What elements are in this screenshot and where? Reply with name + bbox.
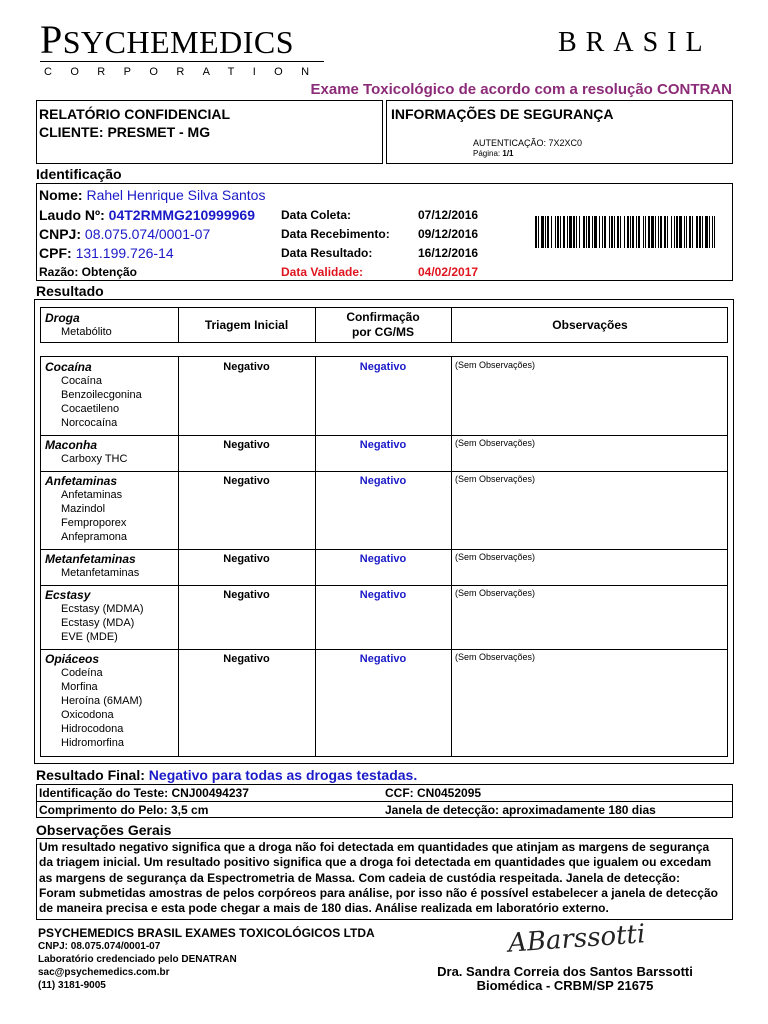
date-value-result: 16/12/2016 xyxy=(418,246,479,260)
obs-line: Foram submetidas amostras de pelos corpóreos para análise, por isso não é possível estabelecer a janela de detecção xyxy=(39,885,718,900)
report-box xyxy=(36,100,383,164)
barcode-bar xyxy=(551,216,552,248)
header-observations: Observações xyxy=(552,318,628,332)
confirmation-result: Negativo xyxy=(359,589,407,601)
barcode-bar xyxy=(696,216,698,248)
metabolite-name: Heroína (6MAM) xyxy=(61,695,143,707)
barcode-bar xyxy=(660,216,662,248)
confirmation-result: Negativo xyxy=(359,361,407,373)
metabolite-name: Anfepramona xyxy=(61,531,128,543)
barcode-bar xyxy=(712,216,713,248)
detection-window: Janela de detecção: aproximadamente 180 dias xyxy=(385,803,656,817)
barcode-bar xyxy=(645,216,646,248)
barcode-bar xyxy=(658,216,659,248)
drug-name: Metanfetaminas xyxy=(45,552,136,566)
metabolite-name: Hidromorfina xyxy=(61,737,124,749)
observation-text: (Sem Observações) xyxy=(455,360,536,370)
barcode-bar xyxy=(611,216,613,248)
result-row xyxy=(41,471,727,549)
barcode-bar xyxy=(638,216,640,248)
document-subtitle: Exame Toxicológico de acordo com a resolução CONTRAN xyxy=(310,81,732,98)
header-metabolite: Metabólito xyxy=(61,326,112,338)
metabolite-name: Hidrocodona xyxy=(61,723,124,735)
date-label-collection: Data Coleta: xyxy=(281,208,352,222)
screening-result: Negativo xyxy=(223,553,270,565)
security-box xyxy=(386,100,733,164)
result-row xyxy=(41,585,727,649)
screening-result: Negativo xyxy=(223,653,270,665)
metabolite-name: Morfina xyxy=(61,681,98,693)
barcode-bar xyxy=(664,216,666,248)
page-indicator xyxy=(473,149,514,159)
metabolite-name: Carboxy THC xyxy=(61,453,128,465)
date-label-validity: Data Validade: xyxy=(281,265,364,279)
barcode-bar xyxy=(679,216,682,248)
barcode-bar xyxy=(686,216,687,248)
barcode-bar xyxy=(651,216,654,248)
results-panel xyxy=(34,299,734,764)
date-value-collection: 07/12/2016 xyxy=(418,208,479,222)
observation-text: (Sem Observações) xyxy=(455,552,536,562)
barcode-bar xyxy=(714,216,715,248)
barcode-bar xyxy=(541,216,544,248)
obs-line: da triagem inicial. Um resultado positivo significa que a droga foi detectada em quantidades que igualem ou excedam xyxy=(39,855,712,870)
barcode-bar xyxy=(567,216,568,248)
barcode-bar xyxy=(563,216,565,248)
authentication-code: AUTENTICAÇÃO: 7X2XC0 xyxy=(473,138,583,148)
general-observations-box xyxy=(36,838,733,920)
drug-name: Cocaína xyxy=(45,360,92,374)
barcode-bar xyxy=(573,216,575,248)
barcode-bar xyxy=(545,216,546,248)
footer-lab: Laboratório credenciado pelo DENATRAN xyxy=(38,954,237,965)
observation-text: (Sem Observações) xyxy=(455,588,536,598)
observation-text: (Sem Observações) xyxy=(455,652,536,662)
logo-text: SYCHEMEDICS xyxy=(62,24,295,60)
page-number: 1/1 xyxy=(502,149,514,158)
logo-corporation: CORPORATION xyxy=(44,66,328,78)
final-result-label: Resultado Final: xyxy=(36,767,145,783)
country-label: BRASIL xyxy=(558,27,712,58)
barcode-bar xyxy=(538,216,539,248)
name-label: Nome: xyxy=(39,187,83,203)
obs-line: as margens de segurança da Espectrometria de Massa. Com cadeia de custódia respeitada. Janela de detecção: xyxy=(39,870,680,885)
date-label-result: Data Resultado: xyxy=(281,246,373,260)
barcode-bar xyxy=(617,216,619,248)
laudo-row xyxy=(39,206,255,224)
barcode-bar xyxy=(592,216,593,248)
date-label-received: Data Recebimento: xyxy=(281,227,390,241)
confirmation-result: Negativo xyxy=(359,475,407,487)
cpf-value: 131.199.726-14 xyxy=(75,245,174,261)
barcode-bar xyxy=(624,216,625,248)
header-confirmation xyxy=(315,310,451,340)
confirmation-result: Negativo xyxy=(359,653,407,665)
footer-company: PSYCHEMEDICS BRASIL EXAMES TOXICOLÓGICOS LTDA xyxy=(38,926,375,940)
logo-rule xyxy=(40,61,324,62)
barcode-bar xyxy=(702,216,703,248)
metabolite-name: Benzoilecgonina xyxy=(61,389,142,401)
result-row xyxy=(41,649,727,755)
signature-image: ABarssotti xyxy=(507,919,647,959)
test-info-box xyxy=(36,784,733,818)
signer-title: Biomédica - CRBM/SP 21675 xyxy=(476,978,654,993)
hair-length: Comprimento do Pelo: 3,5 cm xyxy=(39,803,209,817)
signer-name: Dra. Sandra Correia dos Santos Barssotti xyxy=(437,964,693,979)
metabolite-name: Norcocaína xyxy=(61,417,118,429)
barcode-bar xyxy=(709,216,710,248)
cpf-row xyxy=(39,244,174,262)
confirmation-result: Negativo xyxy=(359,439,407,451)
test-id: Identificação do Teste: CNJ00494237 xyxy=(39,786,249,800)
ccf-number: CCF: CN0452095 xyxy=(385,786,482,800)
report-title: RELATÓRIO CONFIDENCIAL xyxy=(39,106,231,122)
barcode-bar xyxy=(555,216,556,248)
barcode-bar xyxy=(569,216,572,248)
date-value-validity: 04/02/2017 xyxy=(418,265,479,279)
observation-text: (Sem Observações) xyxy=(455,438,536,448)
identification-title: Identificação xyxy=(36,166,122,182)
cnpj-label: CNPJ: xyxy=(39,226,82,242)
barcode-bar xyxy=(620,216,621,248)
obs-line: Um resultado negativo significa que a droga não foi detectada em quantidades que atinjam as margens de segurança xyxy=(39,840,710,854)
metabolite-name: Cocaína xyxy=(61,375,102,387)
barcode-bar xyxy=(699,216,701,248)
barcode-bar xyxy=(655,216,656,248)
patient-name: Rahel Henrique Silva Santos xyxy=(86,187,266,203)
barcode-bar xyxy=(676,216,678,248)
result-row xyxy=(41,435,727,471)
barcode-bar xyxy=(609,216,610,248)
results-header xyxy=(40,307,728,343)
barcode-bar xyxy=(684,216,685,248)
client-name: CLIENTE: PRESMET - MG xyxy=(39,124,211,140)
metabolite-name: Ecstasy (MDA) xyxy=(61,617,135,629)
header-confirmation-line2: por CG/MS xyxy=(352,325,414,339)
drug-name: Maconha xyxy=(45,438,98,452)
result-row xyxy=(41,357,727,435)
result-row xyxy=(41,549,727,585)
barcode-bar xyxy=(692,216,693,248)
obs-line: de maneira precisa e esta pode chegar a mais de 180 dias. Análise realizada em laboratório externo. xyxy=(39,901,609,916)
barcode-bar xyxy=(667,216,668,248)
results-title: Resultado xyxy=(36,283,104,299)
metabolite-name: Metanfetaminas xyxy=(61,567,140,579)
barcode-bar xyxy=(586,216,587,248)
footer-email: sac@psychemedics.com.br xyxy=(38,967,170,978)
drug-name: Anfetaminas xyxy=(45,474,118,488)
metabolite-name: Ecstasy (MDMA) xyxy=(61,603,144,615)
screening-result: Negativo xyxy=(223,439,270,451)
general-observations-title: Observações Gerais xyxy=(36,822,172,838)
barcode-bar xyxy=(630,216,631,248)
barcode-bar xyxy=(636,216,637,248)
barcode-bar xyxy=(671,216,672,248)
date-value-received: 09/12/2016 xyxy=(418,227,479,241)
barcode-bar xyxy=(579,216,580,248)
final-result xyxy=(36,767,417,783)
barcode-bar xyxy=(588,216,590,248)
barcode-bar xyxy=(614,216,615,248)
observation-text: (Sem Observações) xyxy=(455,474,536,484)
page-label: Página: xyxy=(473,149,501,158)
barcode-bar xyxy=(632,216,634,248)
patient-name-row xyxy=(39,186,265,204)
barcode-bar xyxy=(602,216,603,248)
barcode-bar xyxy=(560,216,561,248)
screening-result: Negativo xyxy=(223,589,270,601)
metabolite-name: EVE (MDE) xyxy=(61,631,118,643)
barcode-bar xyxy=(643,216,644,248)
metabolite-name: Cocaetileno xyxy=(61,403,120,415)
cnpj-value: 08.075.074/0001-07 xyxy=(84,226,211,242)
final-result-value: Negativo para todas as drogas testadas. xyxy=(148,767,418,783)
metabolite-name: Oxicodona xyxy=(61,709,114,721)
barcode-bar xyxy=(535,216,537,248)
barcode-bar xyxy=(557,216,559,248)
metabolite-name: Codeína xyxy=(61,667,103,679)
footer-cnpj: CNPJ: 08.075.074/0001-07 xyxy=(38,941,161,952)
laudo-number: 04T2RMMG210999969 xyxy=(108,207,255,223)
footer-phone: (11) 3181-9005 xyxy=(38,980,106,991)
reason: Razão: Obtenção xyxy=(39,265,138,279)
barcode-bar xyxy=(648,216,650,248)
barcode-bar xyxy=(599,216,600,248)
company-logo xyxy=(40,17,295,62)
metabolite-name: Anfetaminas xyxy=(61,489,123,501)
metabolite-name: Femproporex xyxy=(61,517,127,529)
metabolite-name: Mazindol xyxy=(61,503,106,515)
header-drug: Droga xyxy=(45,311,80,325)
security-title: INFORMAÇÕES DE SEGURANÇA xyxy=(391,106,614,122)
row-divider xyxy=(37,801,732,802)
barcode-bar xyxy=(583,216,585,248)
confirmation-result: Negativo xyxy=(359,553,407,565)
logo-initial: P xyxy=(40,17,63,62)
laudo-label: Laudo Nº: xyxy=(39,207,105,223)
barcode-bar xyxy=(705,216,708,248)
results-body xyxy=(40,356,728,757)
barcode-bar xyxy=(547,216,549,248)
header-screening: Triagem Inicial xyxy=(204,318,289,332)
drug-name: Opiáceos xyxy=(45,652,100,666)
barcode-bar xyxy=(674,216,675,248)
screening-result: Negativo xyxy=(223,361,270,373)
barcode-bar xyxy=(689,216,691,248)
barcode-bar xyxy=(604,216,606,248)
barcode-bar xyxy=(594,216,597,248)
drug-name: Ecstasy xyxy=(45,588,91,602)
cpf-label: CPF: xyxy=(39,245,72,261)
barcode-bar xyxy=(576,216,577,248)
header-confirmation-line1: Confirmação xyxy=(346,310,420,324)
cnpj-row xyxy=(39,225,210,243)
screening-result: Negativo xyxy=(223,475,270,487)
barcode-image xyxy=(535,216,715,248)
barcode-bar xyxy=(627,216,629,248)
